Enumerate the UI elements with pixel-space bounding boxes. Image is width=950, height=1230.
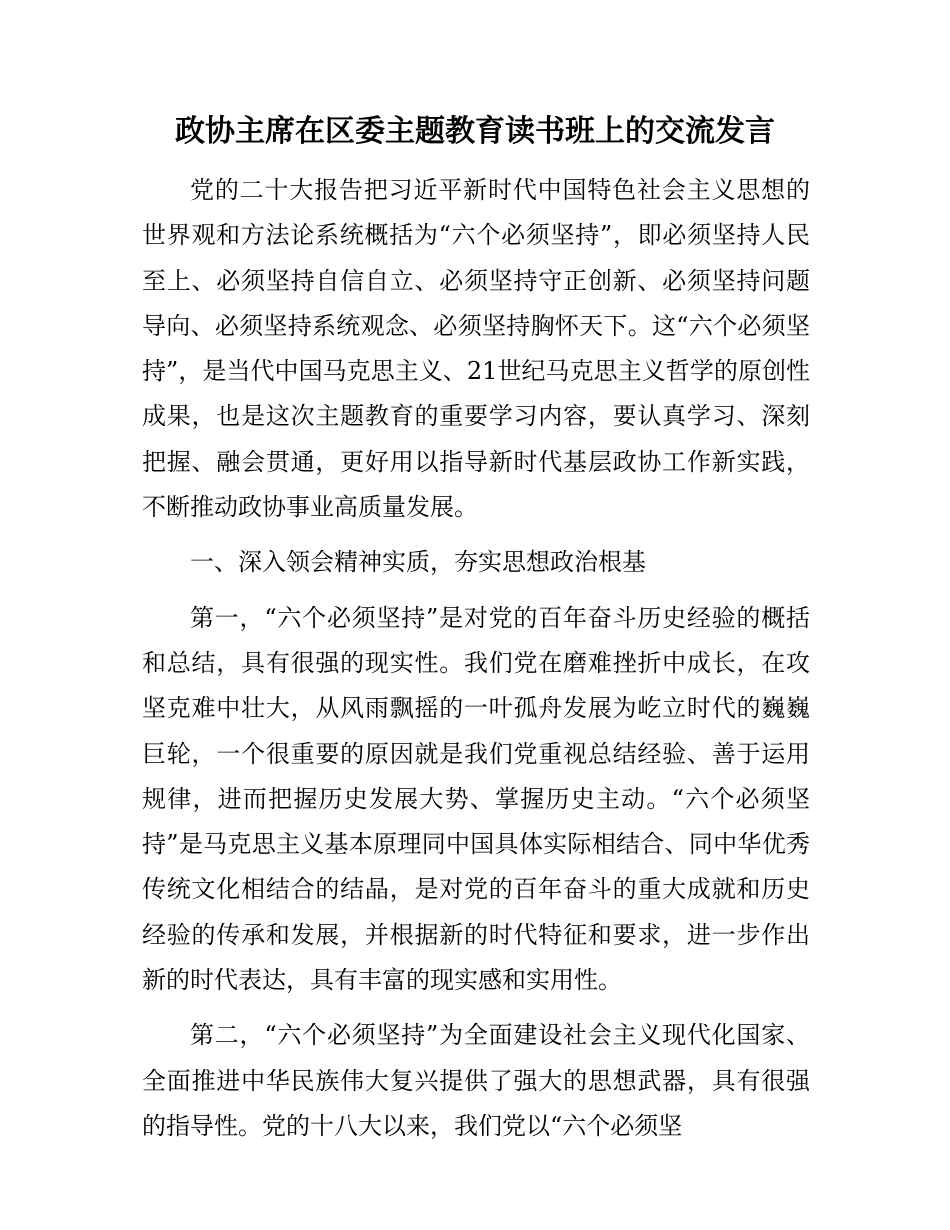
paragraph-intro: 党的二十大报告把习近平新时代中国特色社会主义思想的世界观和方法论系统概括为“六个必须坚持”，即必须坚持人民至上、必须坚持自信自立、必须坚持守正创新、必须坚持问题导向、必须坚持系统观念、必须坚持胸怀天下。这“六个必须坚持”，是当代中国马克思主义、21世纪马克思主义哲学的原创性成果，也是这次主题教育的重要学习内容，要认真学习、深刻把握、融会贯通，更好用以指导新时代基层政协工作新实践，不断推动政协事业高质量发展。 bbox=[142, 176, 810, 522]
document-body bbox=[142, 168, 810, 1149]
section-heading-1: 一、深入领会精神实质，夯实思想政治根基 bbox=[190, 548, 646, 577]
paragraph-second-point: 第二，“六个必须坚持”为全面建设社会主义现代化国家、全面推进中华民族伟大复兴提供了强大的思想武器，具有很强的指导性。党的十八大以来，我们党以“六个必须坚 bbox=[142, 1021, 810, 1140]
document-title: 政协主席在区委主题教育读书班上的交流发言 bbox=[175, 114, 775, 149]
paragraph-first-point: 第一，“六个必须坚持”是对党的百年奋斗历史经验的概括和总结，具有很强的现实性。我们党在磨难挫折中成长，在攻坚克难中壮大，从风雨飘摇的一叶孤舟发展为屹立时代的巍巍巨轮，一个很重要的原因就是我们党重视总结经验、善于运用规律，进而把握历史发展大势、掌握历史主动。“六个必须坚持”是马克思主义基本原理同中国具体实际相结合、同中华优秀传统文化相结合的结晶，是对党的百年奋斗的重大成就和历史经验的传承和发展，并根据新的时代特征和要求，进一步作出新的时代表达，具有丰富的现实感和实用性。 bbox=[142, 603, 810, 995]
